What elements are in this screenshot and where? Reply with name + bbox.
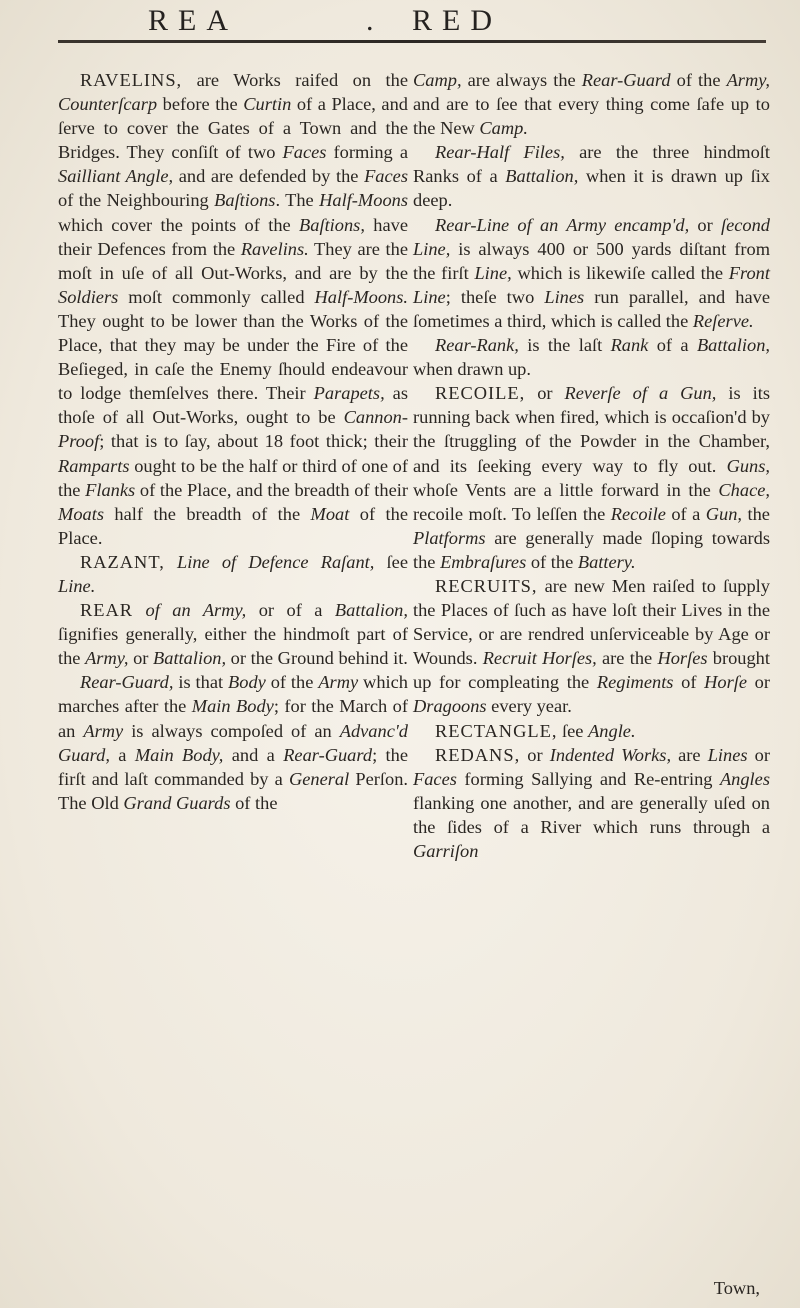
text-run: Platforms (413, 527, 486, 548)
text-run: flanking one another, and are generally uſed on the ſides of a River which runs through a (413, 792, 770, 837)
entry-rear-guard-cont (413, 68, 770, 140)
text-run: ought to be the half or third of one of the (58, 455, 408, 500)
entry-rear-guard (58, 670, 408, 815)
text-run: of a Place, and ſerve to cover the Gates of a Town and the Bridges. They conſiſt of two (58, 94, 408, 163)
text-run: Battalion, (334, 600, 408, 621)
text-run: Faces (364, 166, 408, 187)
text-run: Horſes (657, 648, 708, 669)
text-run: ; for the March of an (58, 696, 408, 741)
right-column (413, 68, 770, 863)
entry-redans (413, 743, 770, 863)
text-run: Flanks (85, 479, 136, 500)
text-run: Counterſcarp (58, 94, 158, 115)
text-run: or (128, 648, 154, 669)
text-run: Half-Moons (319, 190, 408, 211)
text-run: or of a (246, 600, 335, 621)
text-run (133, 600, 145, 620)
text-run: REDANS, (435, 744, 521, 765)
text-run: RAZANT, (80, 551, 165, 572)
text-run: Body (228, 672, 266, 693)
text-run: ; the firſt and laſt commanded by a (58, 744, 408, 789)
left-column (58, 68, 408, 815)
text-run: Rear-Guard (581, 70, 671, 90)
text-run: Lines (707, 744, 748, 765)
entry-razant (58, 550, 408, 598)
text-run: are Works raifed on the (182, 70, 408, 90)
text-run: run parallel, and have ſometimes a third, which is called the (413, 286, 770, 331)
text-run: Indented Works, (549, 744, 672, 765)
text-run: Army, (85, 648, 129, 669)
text-run: are always the (461, 70, 582, 90)
text-run: recoile moſt. To leſſen the (413, 503, 611, 524)
text-run: of the (265, 672, 319, 693)
text-run: Curtin (243, 94, 292, 115)
entry-rectangle (413, 719, 770, 743)
text-run: the (742, 503, 770, 524)
text-run: ; theſe two (445, 286, 545, 307)
text-run: Faces (413, 768, 457, 789)
text-run: or (520, 744, 550, 765)
text-run: Lines (544, 286, 585, 307)
text-run: ; that is to ſay, about 18 foot thick; their (99, 431, 408, 452)
text-run: which cover the points of the (58, 214, 300, 235)
text-run: Parapets, (313, 383, 385, 404)
header-dot: . (366, 4, 374, 37)
text-run: is always compoſed of an (123, 720, 340, 741)
text-run: Main Body, (134, 744, 224, 765)
text-run: Guns, (726, 455, 770, 476)
text-run: Garriſon (413, 841, 479, 861)
text-run: Sailliant Angle, (58, 166, 174, 187)
text-run: Regiments (596, 672, 674, 693)
text-run: Rear-Half Files, (435, 142, 565, 163)
text-run: Line. (58, 575, 96, 596)
text-run: Baſtions (214, 190, 276, 211)
text-run: and are defended by the (173, 166, 365, 187)
text-run: Grand Guards (123, 792, 231, 813)
text-run: or (747, 672, 770, 693)
entry-ravelins (58, 68, 408, 550)
text-run: is that (173, 672, 229, 693)
text-run: brought up for compleating the (413, 648, 770, 693)
text-run: Horſe (704, 672, 748, 693)
text-run: or the Ground behind it. (226, 648, 408, 669)
entry-recruits (413, 574, 770, 719)
text-run: Battalion, (505, 166, 579, 187)
text-run: of the (230, 792, 278, 813)
text-run: Army, (726, 70, 770, 90)
text-run: of the Place. (58, 503, 408, 548)
entry-rear-line (413, 213, 770, 333)
text-run: Gun, (705, 503, 743, 524)
text-run: of the (526, 551, 578, 572)
text-run: of an Army, (145, 600, 247, 621)
text-run: or (689, 214, 721, 235)
text-run: are (671, 744, 708, 765)
text-run: Army (318, 672, 359, 693)
running-header (0, 4, 800, 38)
text-run: Battalion, (153, 648, 227, 669)
text-run: Line of Defence Raſant, (176, 551, 375, 572)
entry-rear-half-files (413, 140, 770, 212)
header-right: RED (412, 4, 502, 37)
text-run: Angle. (588, 720, 636, 741)
text-run: Rear-Rank, (435, 335, 519, 356)
text-run: Moats (58, 503, 104, 524)
text-run: whoſe Vents are a little forward in the (413, 479, 719, 500)
text-run: Faces (282, 142, 327, 163)
text-run: Recruit Horſes, (482, 648, 597, 669)
text-run: of (673, 672, 705, 693)
text-run: Moat (310, 503, 350, 524)
text-run: or (747, 744, 770, 765)
text-run: is its running back when fired, which is occaſion'd by the ſtruggling of the Powder in the Chamber, and its ſeeking every way to fly out. (413, 383, 770, 476)
text-run: RECTANGLE, (435, 720, 558, 741)
text-run: before the (157, 94, 244, 115)
text-run: Angles (719, 768, 770, 789)
text-run: forming Sallying and Re-entring (456, 768, 720, 789)
text-run: are the (596, 648, 658, 669)
text-run: Battalion, (696, 335, 770, 356)
text-run: RECRUITS, (435, 575, 538, 596)
header-rule (58, 40, 766, 43)
text-run: Perſon. The Old (58, 768, 408, 813)
entry-rear (58, 598, 408, 670)
text-run: which is likewiſe called the (511, 262, 729, 283)
text-run: Half-Moons. (314, 286, 408, 307)
text-run: Dragoons (413, 696, 487, 717)
text-run: as thoſe of all Out-Works, ought to be (58, 383, 409, 428)
text-run: ſecond Line, (413, 214, 770, 259)
catchword: Town, (713, 1278, 760, 1298)
text-run: General (288, 768, 350, 789)
text-run: when it is drawn up ſix deep. (413, 166, 770, 211)
text-run: are generally made ſloping towards the (413, 527, 770, 572)
text-run: Reverſe of a Gun, (564, 383, 717, 404)
text-run: ſee (557, 720, 589, 741)
text-run: of the Neighbouring (58, 190, 215, 211)
text-run: Reſerve. (692, 310, 754, 331)
text-run: or (525, 383, 565, 404)
entry-rear-rank (413, 333, 770, 381)
text-run: Line, (474, 262, 512, 283)
text-run: Ravelins. (240, 238, 309, 259)
text-run: have their Defences from the (58, 214, 408, 259)
text-run: Front Line (413, 262, 770, 307)
text-run: Rear-Guard, (80, 672, 174, 693)
text-run: Army (83, 720, 124, 741)
text-run: Embraſures (440, 551, 527, 572)
text-run: which marches after the (58, 672, 409, 717)
text-run: Camp. (479, 118, 528, 139)
text-run (165, 552, 177, 572)
text-run: Rear-Guard (283, 744, 373, 765)
text-run: Chace, (718, 479, 770, 500)
text-run: are new Men raiſed to ſupply the Places of ſuch as have loſt their Lives in the Service, or are rendred unſerviceable by Age or Wounds. (413, 575, 770, 669)
text-run: Ramparts (58, 455, 130, 476)
header-left: REA (148, 4, 238, 37)
text-run: Battery. (577, 551, 636, 572)
text-run: and are to ſee that every thing come ſafe up to the New (413, 94, 770, 139)
text-run: They ought to be lower than the Works of the Place, that they may be under the Fire of the Beſieged, in caſe the Enemy ſhould endeavour to lodge themſelves there. Their (58, 310, 408, 404)
text-run: are the three hindmoſt Ranks of a (413, 142, 770, 187)
text-run: is the laſt (518, 335, 611, 356)
text-run: of a (648, 335, 697, 356)
text-run: half the breadth of the (103, 503, 311, 524)
text-run: Soldiers (58, 286, 119, 307)
text-run: Rank (610, 335, 649, 356)
text-run: Camp, (413, 70, 462, 90)
text-run: Main Body (191, 696, 274, 717)
text-run: ſignifies generally, either the hindmoſt part of the (58, 624, 408, 669)
text-run: moſt commonly called (118, 286, 315, 307)
text-run: RAVELINS, (80, 70, 183, 90)
text-run: of a (665, 503, 706, 524)
text-run: forming a (326, 142, 408, 163)
entry-recoile (413, 381, 770, 574)
text-run: every year. (486, 696, 572, 717)
text-run: Recoile (610, 503, 666, 524)
text-run: Cannon-Proof (58, 407, 408, 452)
text-run: is always 400 or 500 yards diſtant from the firſt (413, 238, 770, 283)
text-run: Advanc'd Guard, (58, 720, 408, 765)
text-run: of the Place, and the breadth of their (135, 479, 408, 500)
text-run: when drawn up. (413, 359, 531, 380)
text-run: REAR (80, 600, 134, 621)
text-run: They are the moſt in uſe of all Out-Works, and are by the (58, 238, 409, 283)
text-run: . The (275, 190, 320, 211)
text-run: Baſtions, (299, 214, 365, 235)
text-run: and a (223, 744, 284, 765)
text-run: of the (670, 70, 727, 90)
text-run: Rear-Line of an Army encamp'd, (435, 214, 690, 235)
text-run: RECOILE, (435, 383, 526, 404)
text-run: ſee (374, 551, 408, 572)
text-run: a (109, 744, 135, 765)
